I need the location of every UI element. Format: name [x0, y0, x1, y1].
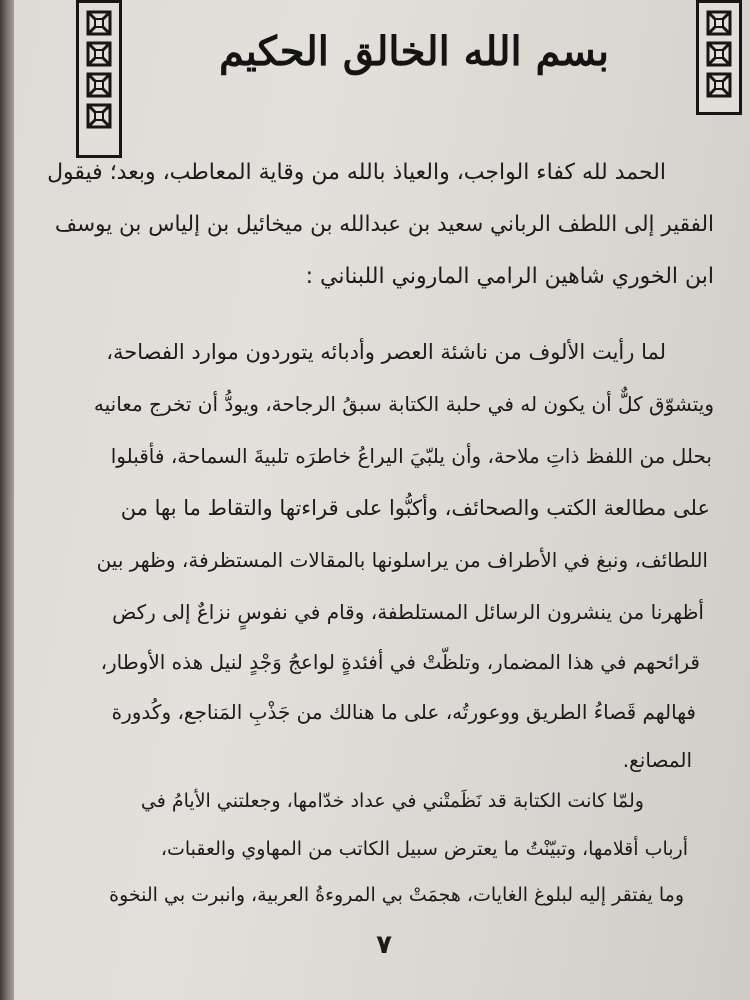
knot-ornament-icon: [85, 40, 113, 68]
knot-ornament-icon: [85, 9, 113, 37]
text-line: الفقير إلى اللطف الرباني سعيد بن عبدالله بن ميخائيل بن إلياس بن يوسف: [54, 212, 714, 237]
text-line: ابن الخوري شاهين الرامي الماروني اللبناني :: [305, 264, 714, 289]
text-line: لما رأيت الألوف من ناشئة العصر وأدبائه يتوردون موارد الفصاحة،: [106, 340, 666, 364]
text-line: أرباب أقلامها، وتبيّنْتُ ما يعترض سبيل الكاتب من المهاوي والعقبات،: [160, 838, 688, 860]
text-line: المصانع.: [622, 748, 692, 772]
knot-ornament-icon: [705, 9, 733, 37]
page-number: ٧: [376, 930, 392, 960]
knot-ornament-icon: [705, 71, 733, 99]
text-line: وما يفتقر إليه لبلوغ الغايات، هجمَتْ بي المروءةُ العربية، وانبرت بي النخوة: [109, 884, 684, 906]
knot-ornament-icon: [705, 40, 733, 68]
text-line: قرائحهم في هذا المضمار، وتلظّتْ في أفئدةٍ لواعجُ وَجْدٍ لنيل هذه الأوطار،: [100, 650, 700, 674]
text-line: أظهرنا من ينشرون الرسائل المستلطفة، وقام في نفوسٍ نزاعٌ إلى ركض: [112, 600, 704, 624]
book-page: [14, 0, 750, 1000]
left-knot-ornament: [76, 0, 122, 158]
right-knot-ornament: [696, 0, 742, 115]
knot-ornament-icon: [85, 71, 113, 99]
text-line: فهالهم قَصاءُ الطريق ووعورتُه، على ما هنالك من جَذْبِ المَناجع، وكُدورة: [111, 700, 696, 724]
text-line: بحلل من اللفظ ذاتِ ملاحة، وأن يلبّيَ اليراعُ خاطرَه تلبيةَ السماحة، فأقبلوا: [110, 444, 712, 468]
text-line: ويتشوّق كلٌّ أن يكون له في حلبة الكتابة سبقُ الرجاحة، ويودُّ أن تخرج معانيه: [93, 392, 714, 416]
text-line: اللطائف، ونبغ في الأطراف من يراسلونها بالمقالات المستظرفة، وظهر بين: [96, 548, 708, 572]
page-title: بسم الله الخالق الحكيم: [219, 28, 609, 75]
text-line: الحمد لله كفاء الواجب، والعياذ بالله من وقاية المعاطب، وبعد؛ فيقول: [47, 160, 666, 185]
text-line: ولمّا كانت الكتابة قد نَظَمتْني في عداد خدّامها، وجعلتني الأيامُ في: [140, 790, 644, 812]
knot-ornament-icon: [85, 102, 113, 130]
text-line: على مطالعة الكتب والصحائف، وأكبُّوا على قراءتها والتقاط ما بها من: [120, 496, 710, 520]
